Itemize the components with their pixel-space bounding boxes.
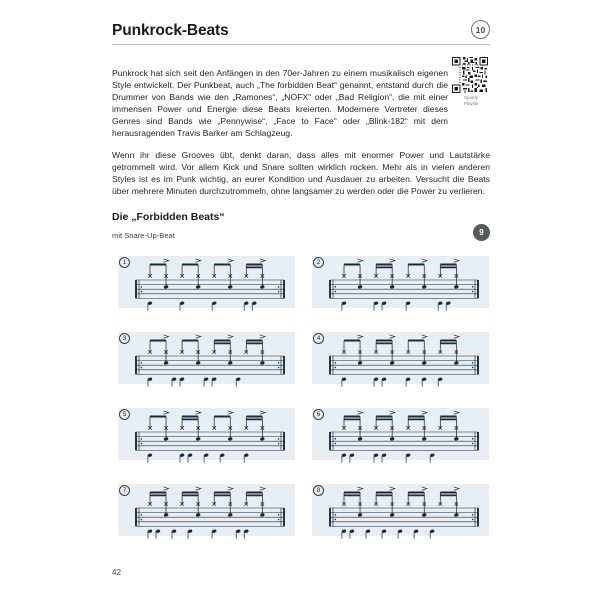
example-number-badge: 3	[119, 333, 130, 344]
spotify-caption-line-2: Playlist	[463, 101, 479, 106]
page-header	[112, 22, 490, 39]
intro-paragraph-2: Wenn ihr diese Grooves übt, denkt daran, dass alles mit enormer Power und Lautstärke getrommelt wird. Vor allem Kick und Snare sollten wirklich rocken. Mehr als in vielen anderen Styles ist es im Punk wichtig, an eurer Kondition und Ausdauer zu arbeiten. Versucht die Beats über mehrere Minuten durchzutrommeln, ohne langsamer zu werden oder die Power zu verlieren.	[112, 149, 490, 196]
section-subtitle: mit Snare-Up-Beat	[112, 230, 175, 240]
qr-code-icon[interactable]	[452, 57, 488, 93]
page-title: Punkrock-Beats	[112, 22, 229, 39]
notation-example-5	[112, 404, 295, 463]
notation-example-3	[112, 328, 295, 387]
notation-example-2	[306, 252, 489, 311]
section-title: Die „Forbidden Beats“	[112, 211, 225, 223]
example-number-badge: 8	[313, 485, 324, 496]
example-number-badge: 4	[313, 333, 324, 344]
example-number-badge: 5	[119, 409, 130, 420]
notation-row	[112, 252, 490, 311]
track-number-badge: 10	[471, 20, 490, 39]
drum-staff-6	[306, 404, 489, 463]
notation-example-6	[306, 404, 489, 463]
section-header	[112, 212, 490, 240]
drum-staff-5	[112, 404, 295, 463]
drum-staff-1	[112, 252, 295, 311]
notation-row	[112, 404, 490, 463]
drum-staff-8	[306, 480, 489, 539]
notation-grid	[112, 252, 490, 556]
notation-example-8	[306, 480, 489, 539]
drum-staff-2	[306, 252, 489, 311]
example-number-badge: 7	[119, 485, 130, 496]
intro-paragraph-1: Punkrock hat sich seit den Anfängen in den 70er-Jahren zu einem musikalisch eigenen Style entwickelt. Der Punkbeat, auch „The forbidden Beat“ genannt, entstand durch die Drummer von Bands wie den „Ramones“, „NOFX“ oder „Bad Religion“, die mit einer immensen Power und Energie diese Beats kreierten. Modernere Vertreter dieses Genres sind Bands wie „Pennywise“, „Face to Face“ oder „Blink-182“ mit dem herausragenden Travis Barker am Schlagzeug.	[112, 67, 448, 139]
drum-staff-4	[306, 328, 489, 387]
example-number-badge: 1	[119, 257, 130, 268]
notation-example-1	[112, 252, 295, 311]
page-number: 42	[112, 568, 122, 577]
spotify-caption-line-1: Spotify	[463, 95, 479, 100]
notation-row	[112, 480, 490, 539]
drum-staff-3	[112, 328, 295, 387]
example-number-badge: 2	[313, 257, 324, 268]
title-divider	[112, 44, 490, 45]
drum-staff-7	[112, 480, 295, 539]
spotify-caption	[452, 95, 490, 107]
audio-track-badge: 9	[473, 224, 490, 241]
spotify-qr-block[interactable]	[452, 57, 490, 107]
notation-example-7	[112, 480, 295, 539]
notation-row	[112, 328, 490, 387]
notation-example-4	[306, 328, 489, 387]
example-number-badge: 6	[313, 409, 324, 420]
